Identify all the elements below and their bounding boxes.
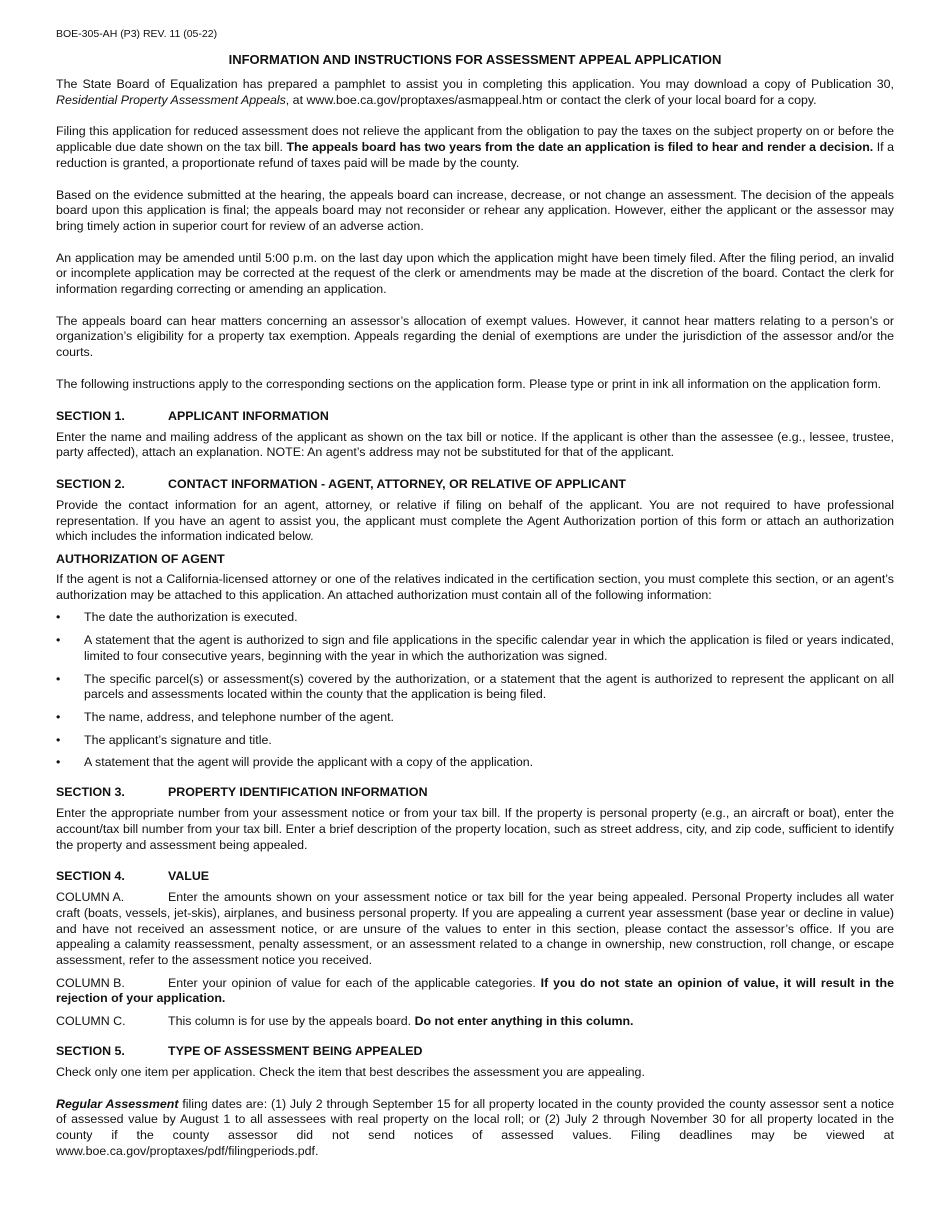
section-3-number: SECTION 3. xyxy=(56,785,125,800)
regular-assessment-paragraph xyxy=(56,1097,894,1160)
bullet-marker: • xyxy=(56,709,61,724)
section-1-number: SECTION 1. xyxy=(56,408,125,423)
intro-paragraph-2 xyxy=(56,124,894,171)
document-page xyxy=(56,28,894,1159)
column-c-text: This column is for use by the appeals board. xyxy=(168,1014,415,1029)
column-a-label: COLUMN A. xyxy=(56,890,125,905)
intro-p2-text-a: Filing this application for reduced assessment does not relieve the applicant from the obligation to pay the taxes on the subject property on or before the applicable due date shown on the tax bill. xyxy=(56,124,894,155)
intro-paragraph-3: Based on the evidence submitted at the hearing, the appeals board can increase, decrease, or not change an assessment. The decision of the appeals board upon this application is final; the appeals board may not reconsider or rehear any application. However, either the applicant or the assessor may bring timely action in superior court for review of an adverse action. xyxy=(56,187,894,233)
intro-paragraph-6: The following instructions apply to the corresponding sections on the application form. Please type or print in ink all information on the application form. xyxy=(56,376,882,391)
section-2-text: Provide the contact information for an agent, attorney, or relative if filing on behalf of the applicant. You are not required to have professional representation. If you have an agent to assist you, the applicant must complete the Agent Authorization portion of this form or attach an authorization which includes the information indicated below. xyxy=(56,497,894,544)
column-c-label: COLUMN C. xyxy=(56,1014,126,1029)
intro-p1-text-b: , at www.boe.ca.gov/proptaxes/asmappeal.htm or contact the clerk of your local board for a copy. xyxy=(285,92,817,107)
column-c-paragraph xyxy=(56,1014,894,1030)
regular-assessment-text: filing dates are: (1) July 2 through September 15 for all property located in the county provided the county assessor sent a notice of assessed value by August 1 to all assessees with real property on the local roll; or (2) July 2 through November 30 for all property located in the county if the county assessor did not send notices of assessed values. Filing deadlines may be viewed at www.boe.ca.gov/proptaxes/pdf/filingperiods.pdf. xyxy=(56,1096,895,1158)
list-item-text: A statement that the agent will provide the applicant with a copy of the application. xyxy=(84,755,534,770)
list-item-text: The date the authorization is executed. xyxy=(84,610,298,625)
list-item-text: A statement that the agent is authorized to sign and file applications in the specific calendar year in which the application is filed or years indicated, limited to four consecutive years, beginning with the year in which the authorization was signed. xyxy=(84,633,894,663)
section-2-number: SECTION 2. xyxy=(56,476,125,491)
section-1-title: APPLICANT INFORMATION xyxy=(168,408,329,423)
section-3-text: Enter the appropriate number from your assessment notice or from your tax bill. If the property is personal property (e.g., an aircraft or boat), enter the account/tax bill number from your tax bill. Enter a brief description of the property location, such as street address, city, and zip code, sufficient to identify the property and assessment being appealed. xyxy=(56,806,894,852)
list-item xyxy=(56,733,894,749)
list-item xyxy=(56,710,894,726)
section-2-heading xyxy=(56,477,894,491)
column-b-bold: If you do not state an opinion of value, it will result in the rejection of your application. xyxy=(56,975,894,1006)
section-3-heading xyxy=(56,785,894,799)
section-3-title: PROPERTY IDENTIFICATION INFORMATION xyxy=(168,785,428,800)
column-b-label: COLUMN B. xyxy=(56,975,125,990)
section-5-heading xyxy=(56,1044,894,1058)
bullet-marker: • xyxy=(56,755,61,770)
intro-p2-text-b: If a reduction is granted, a proportionate refund of taxes paid will be made by the county. xyxy=(56,140,895,170)
intro-paragraph-1 xyxy=(56,77,894,108)
section-4-title: VALUE xyxy=(168,869,210,884)
authorization-text: If the agent is not a California-licensed attorney or one of the relatives indicated in the certification section, you must complete this section, or an agent’s authorization may be attached to this application. An attached authorization must contain all of the following information: xyxy=(56,572,894,602)
column-b-paragraph xyxy=(56,976,894,1007)
publication-title: Residential Property Assessment Appeals xyxy=(56,92,286,107)
regular-assessment-label: Regular Assessment xyxy=(56,1096,179,1111)
column-a-paragraph xyxy=(56,890,894,969)
bullet-marker: • xyxy=(56,732,61,747)
bullet-marker: • xyxy=(56,633,61,648)
list-item-text: The specific parcel(s) or assessment(s) covered by the authorization, or a statement that the agent is authorized to represent the applicant on all parcels and assessments located within the county that the application is being filed. xyxy=(84,671,894,702)
section-4-number: SECTION 4. xyxy=(56,869,125,884)
section-5-text: Check only one item per application. Check the item that best describes the assessment you are appealing. xyxy=(56,1064,645,1079)
bullet-marker: • xyxy=(56,610,61,625)
list-item xyxy=(56,755,894,771)
list-item xyxy=(56,633,894,664)
section-5-number: SECTION 5. xyxy=(56,1043,125,1058)
section-1-heading xyxy=(56,409,894,423)
section-2-title: CONTACT INFORMATION - AGENT, ATTORNEY, OR RELATIVE OF APPLICANT xyxy=(168,476,626,491)
section-4-heading xyxy=(56,869,894,883)
intro-paragraph-5: The appeals board can hear matters concerning an assessor’s allocation of exempt values. However, it cannot hear matters relating to a person’s or organization’s eligibility for a property tax exemption. Appeals regarding the denial of exemptions are under the jurisdiction of the assessor and/or the courts. xyxy=(56,313,894,360)
authorization-bullet-list xyxy=(56,610,894,771)
list-item xyxy=(56,610,894,626)
section-5-title: TYPE OF ASSESSMENT BEING APPEALED xyxy=(168,1043,423,1058)
column-b-text: Enter your opinion of value for each of the applicable categories. xyxy=(168,975,541,990)
column-a-text: Enter the amounts shown on your assessment notice or tax bill for the year being appealed. Personal Property includes all water craft (boats, vessels, jet-skis), airplanes, and business personal property. If you are appealing a current year assessment (base year or decline in value) and have not received an assessment notice, or are unsure of the values to enter in this section, please contact the assessor’s office. If you are appealing a calamity reassessment, penalty assessment, or an assessment related to a change in ownership, new construction, roll change, or escape assessment, refer to the assessment notice you received. xyxy=(56,890,894,968)
list-item xyxy=(56,672,894,703)
list-item-text: The name, address, and telephone number of the agent. xyxy=(84,709,394,724)
intro-p1-text-a: The State Board of Equalization has prepared a pamphlet to assist you in completing this application. You may download a copy of Publication 30, xyxy=(56,77,894,91)
bullet-marker: • xyxy=(56,671,61,686)
authorization-heading: AUTHORIZATION OF AGENT xyxy=(56,552,225,567)
column-c-bold: Do not enter anything in this column. xyxy=(414,1014,634,1029)
section-1-text: Enter the name and mailing address of the applicant as shown on the tax bill or notice. If the applicant is other than the assessee (e.g., lessee, trustee, party affected), attach an explanation. NOTE: An agent’s address may not be substituted for that of the applicant. xyxy=(56,429,894,460)
form-id: BOE-305-AH (P3) REV. 11 (05-22) xyxy=(56,28,218,40)
intro-p2-bold: The appeals board has two years from the date an application is filed to hear and render a decision. xyxy=(286,140,874,155)
page-title: INFORMATION AND INSTRUCTIONS FOR ASSESSMENT APPEAL APPLICATION xyxy=(228,52,722,67)
list-item-text: The applicant’s signature and title. xyxy=(84,732,272,747)
intro-paragraph-4: An application may be amended until 5:00 p.m. on the last day upon which the application might have been timely filed. After the filing period, an invalid or incomplete application may be corrected at the request of the clerk or amendments may be made at the discretion of the board. Contact the clerk for information regarding correcting or amending an application. xyxy=(56,250,894,297)
